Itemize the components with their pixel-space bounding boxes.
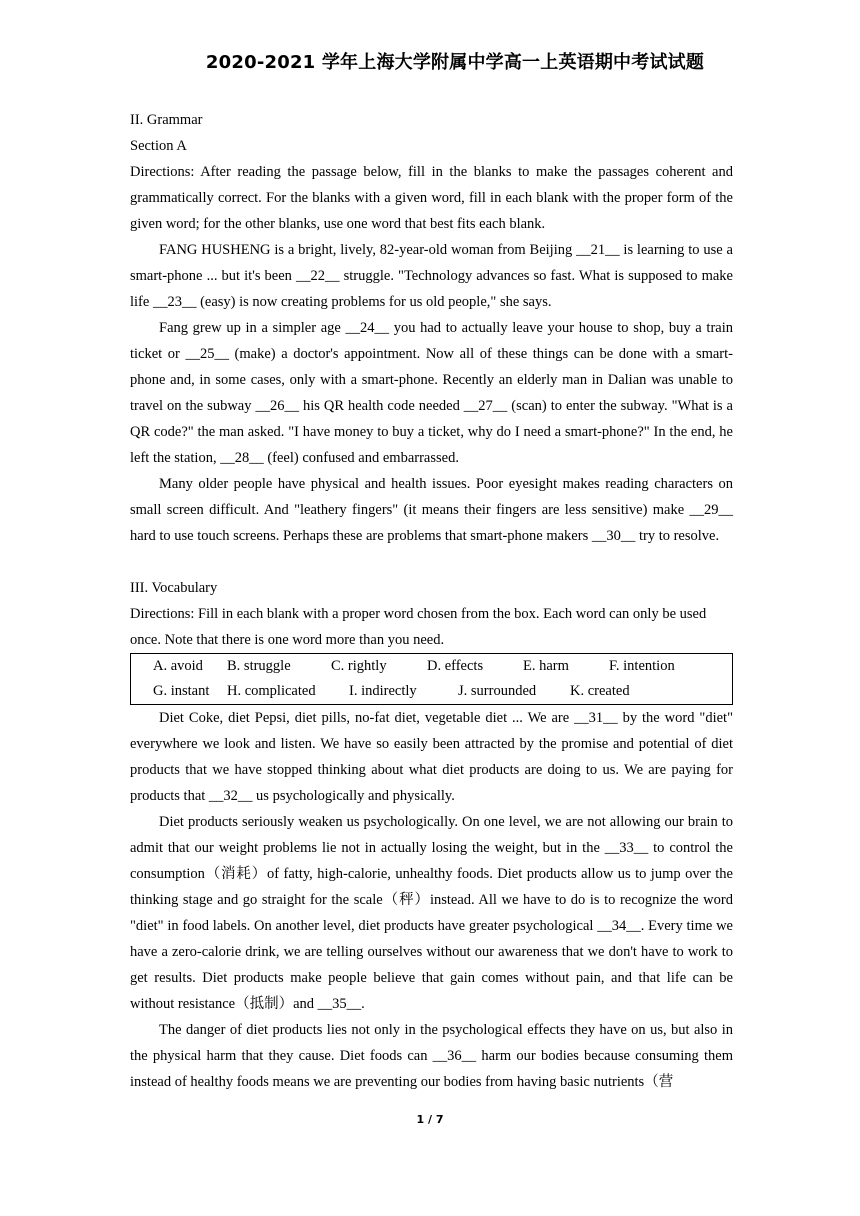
vocabulary-paragraph: Diet products seriously weaken us psychologically. On one level, we are not allowing our brain to admit that our weight problems lie not in actually losing the weight, but in the __33__ to control the consumption（消耗）of fatty, high-calorie, unhealthy foods. Diet products allow us to jump over the thinking stage and go straight for the scale（秤）instead. All we have to do is to recognize the word "diet" in food labels. On another level, diet products have greater psychological __34__. Every time we have a zero-calorie drink, we are telling ourselves without our awareness that we don't have to work to get results. Diet products make people believe that gain comes without pain, and that life can be without resistance（抵制）and __35__. bbox=[130, 814, 733, 1012]
grammar-directions: Directions: After reading the passage below, fill in the blanks to make the passages coherent and grammatically correct. For the blanks with a given word, fill in each blank with the proper form of the given word; for the other blanks, use one word that best fits each blank. bbox=[130, 164, 733, 232]
word-option: J. surrounded bbox=[458, 683, 537, 699]
word-option: D. effects bbox=[427, 658, 484, 674]
page-number: 1 / 7 bbox=[416, 1113, 444, 1126]
word-option: F. intention bbox=[609, 658, 675, 674]
grammar-heading: II. Grammar bbox=[130, 112, 203, 128]
grammar-paragraph: FANG HUSHENG is a bright, lively, 82-year-old woman from Beijing __21__ is learning to use a smart-phone ... but it's been __22__ struggle. "Technology advances so fast. What is supposed to make life __23__ (easy) is now creating problems for us old people," she says. bbox=[130, 242, 733, 310]
word-option: B. struggle bbox=[227, 658, 291, 674]
document-title: 2020-2021 学年上海大学附属中学高一上英语期中考试试题 bbox=[205, 52, 705, 73]
grammar-section: Section A bbox=[130, 138, 187, 154]
word-option: G. instant bbox=[153, 683, 210, 699]
word-option: H. complicated bbox=[227, 683, 316, 699]
grammar-paragraph: Many older people have physical and health issues. Poor eyesight makes reading characters on small screen difficult. And "leathery fingers" (it means their fingers are less sensitive) make __29__ hard to use touch screens. Perhaps these are problems that smart-phone makers __30__ try to resolve. bbox=[130, 476, 733, 544]
word-option: I. indirectly bbox=[349, 683, 417, 699]
vocabulary-paragraph: The danger of diet products lies not only in the psychological effects they have on us, but also in the physical harm that they cause. Diet foods can __36__ harm our bodies because consuming them instead of healthy foods means we are preventing our bodies from having basic nutrients（营 bbox=[130, 1022, 733, 1090]
grammar-paragraph: Fang grew up in a simpler age __24__ you had to actually leave your house to shop, buy a train ticket or __25__ (make) a doctor's appointment. Now all of these things can be done with a smart-phone and, in some cases, only with a smart-phone. Recently an elderly man in Dalian was unable to travel on the subway __26__ his QR health code needed __27__ (scan) to enter the subway. "What is a QR code?" the man asked. "I have money to buy a ticket, why do I need a smart-phone?" In the end, he left the station, __28__ (feel) confused and embarrassed. bbox=[130, 320, 733, 466]
vocabulary-paragraph: Diet Coke, diet Pepsi, diet pills, no-fat diet, vegetable diet ... We are __31__ by the word "diet" everywhere we look and listen. We have so easily been attracted by the promise and potential of diet products that we have stopped thinking about what diet products are doing to us. We are paying for products that __32__ us psychologically and physically. bbox=[130, 710, 733, 804]
word-option: A. avoid bbox=[153, 658, 203, 674]
word-option: C. rightly bbox=[331, 658, 387, 674]
word-box-row bbox=[153, 679, 732, 704]
word-option: K. created bbox=[570, 683, 630, 699]
document-body bbox=[130, 107, 733, 1095]
vocabulary-heading: III. Vocabulary bbox=[130, 580, 218, 596]
word-box bbox=[130, 653, 733, 705]
section-spacer bbox=[130, 549, 733, 575]
word-box-row bbox=[153, 654, 732, 679]
vocabulary-directions: Directions: Fill in each blank with a proper word chosen from the box. Each word can only be used once. Note that there is one word more than you need. bbox=[130, 606, 707, 648]
word-option: E. harm bbox=[523, 658, 569, 674]
